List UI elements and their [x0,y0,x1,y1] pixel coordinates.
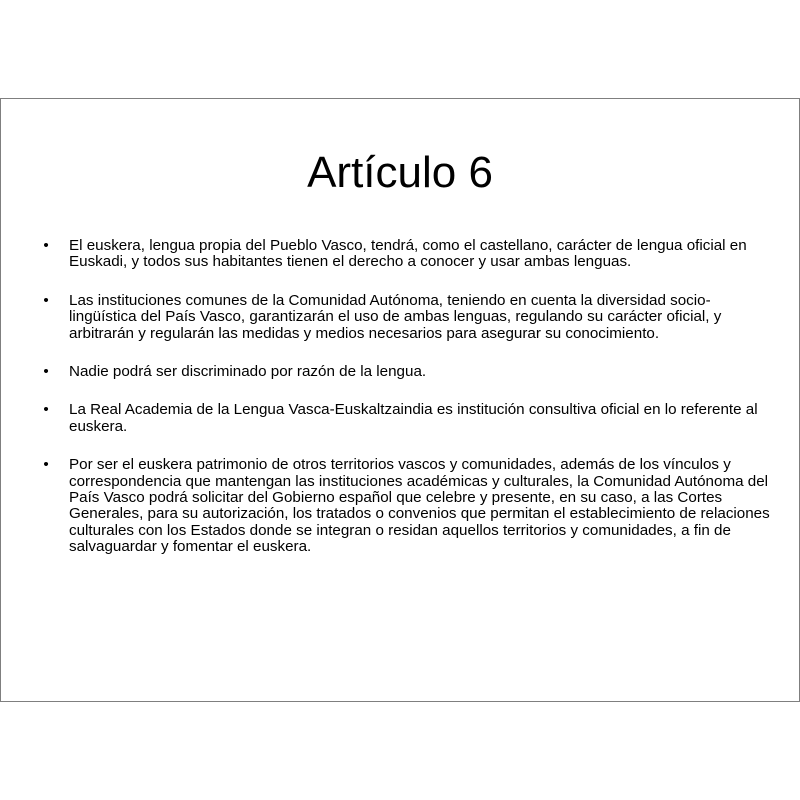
bullet-text: Por ser el euskera patrimonio de otros territorios vascos y comunidades, además de los vínculos y correspondencia que mantengan las instituciones académicas y culturales, la Comunidad Autónoma del País Vasco podrá solicitar del Gobierno español que celebre y presente, en su caso, a las Cortes Generales, para su autorización, los tratados o convenios que permitan el establecimiento de relaciones culturales con los Estados donde se integran o residan aquellos territorios y comunidades, a fin de salvaguardar y fomentar el euskera. [69,456,770,556]
bullet-item [41,238,771,271]
slide-title: Artículo 6 [307,148,493,197]
bullet-icon: • [43,291,49,309]
bullet-item [41,402,771,435]
bullet-icon: • [43,456,49,474]
slide [0,98,800,702]
bullet-text: Las instituciones comunes de la Comunidad Autónoma, teniendo en cuenta la diversidad socio-lingüística del País Vasco, garantizarán el uso de ambas lenguas, regulando su carácter oficial, y arbitrarán y regularán las medidas y medios necesarios para asegurar su conocimiento. [69,291,722,342]
bullet-item [41,457,771,555]
bullet-item [41,293,771,342]
bullet-icon: • [43,401,49,419]
bullet-text: Nadie podrá ser discriminado por razón de la lengua. [69,363,427,381]
bullet-text: La Real Academia de la Lengua Vasca-Euskaltzaindia es institución consultiva oficial en lo referente al euskera. [69,401,758,435]
bullet-icon: • [43,363,49,381]
bullet-item [41,364,771,380]
bullet-icon: • [43,237,49,254]
bullet-text: El euskera, lengua propia del Pueblo Vasco, tendrá, como el castellano, carácter de lengua oficial en Euskadi, y todos sus habitantes tienen el derecho a conocer y usar ambas lenguas. [69,237,747,271]
bullet-list [41,238,771,578]
